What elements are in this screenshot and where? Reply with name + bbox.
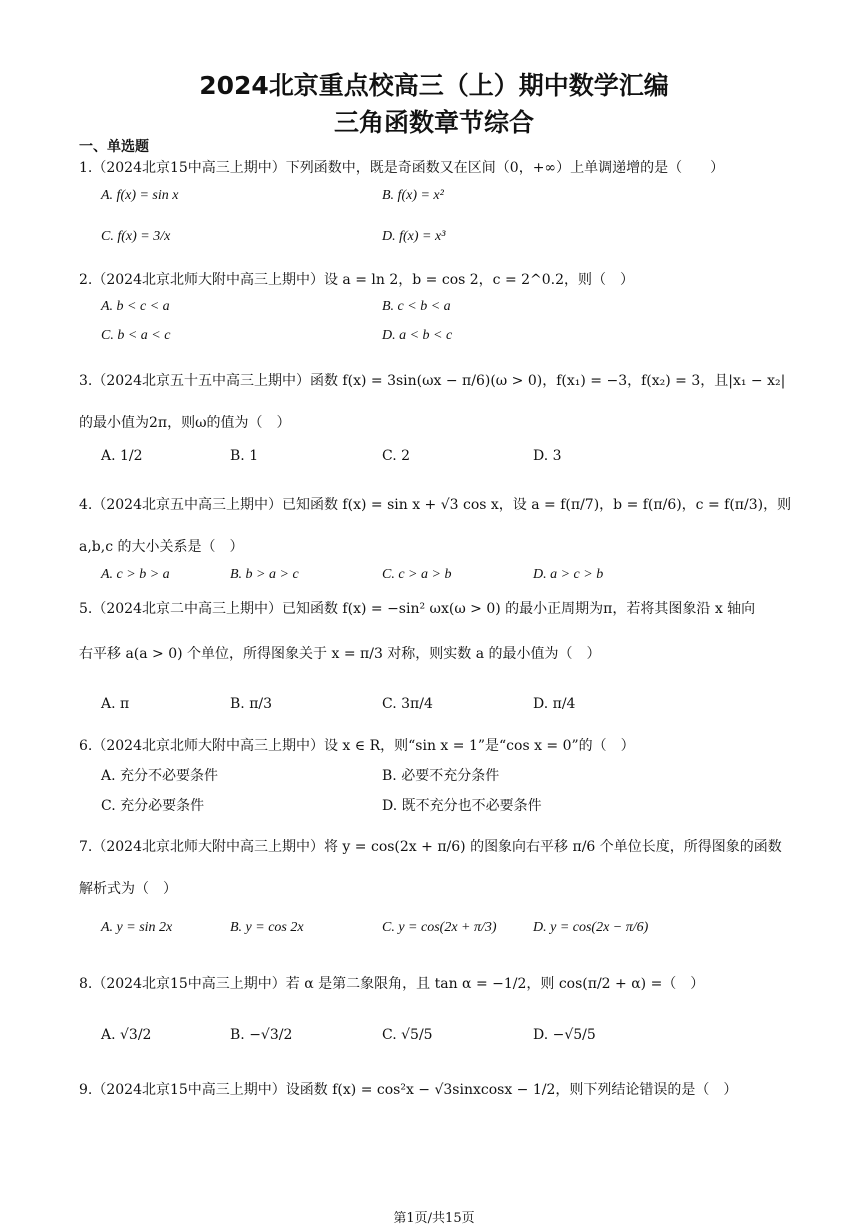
question-1-option-b: B. f(x) = x² [382, 188, 444, 203]
question-4-option-c: C. c > a > b [382, 567, 452, 582]
question-5-stem: 5.（2024北京二中高三上期中）已知函数 f(x) = −sin² ωx(ω > 0) 的最小正周期为π，若将其图象沿 x 轴向 [79, 601, 756, 617]
question-9-stem: 9.（2024北京15中高三上期中）设函数 f(x) = cos²x − √3sinxcosx − 1/2，则下列结论错误的是（ ） [79, 1082, 738, 1098]
question-6-option-b: B. 必要不充分条件 [382, 768, 500, 784]
question-7-option-a: A. y = sin 2x [101, 920, 173, 935]
question-5-option-c: C. 3π/4 [382, 696, 433, 712]
question-5-option-b: B. π/3 [230, 696, 273, 712]
question-4-stem-cont: a,b,c 的大小关系是（ ） [79, 539, 244, 555]
question-4-stem: 4.（2024北京五中高三上期中）已知函数 f(x) = sin x + √3 cos x，设 a = f(π/7)，b = f(π/6)，c = f(π/3)，则 [79, 497, 792, 513]
question-2-option-a: A. b < c < a [101, 299, 170, 314]
question-2-option-d: D. a < b < c [382, 328, 453, 343]
question-4-option-d: D. a > c > b [533, 567, 604, 582]
question-8-option-d: D. −√5/5 [533, 1027, 596, 1043]
question-6-option-c: C. 充分必要条件 [101, 798, 205, 814]
question-6-option-d: D. 既不充分也不必要条件 [382, 798, 542, 814]
question-7-stem-cont: 解析式为（ ） [79, 881, 177, 897]
question-1-option-c: C. f(x) = 3/x [101, 229, 171, 244]
page-footer: 第1页/共15页 [393, 1211, 475, 1226]
question-3-option-c: C. 2 [382, 448, 411, 464]
question-5-option-a: A. π [101, 696, 130, 712]
question-3-option-b: B. 1 [230, 448, 259, 464]
question-6-stem: 6.（2024北京北师大附中高三上期中）设 x ∈ R，则“sin x = 1”是“cos x = 0”的（ ） [79, 738, 635, 754]
question-3-option-d: D. 3 [533, 448, 562, 464]
question-1-option-a: A. f(x) = sin x [101, 188, 179, 203]
question-3-stem-cont: 的最小值为2π，则ω的值为（ ） [79, 415, 291, 431]
question-7-option-b: B. y = cos 2x [230, 920, 304, 935]
question-3-option-a: A. 1/2 [101, 448, 143, 464]
question-2-option-b: B. c < b < a [382, 299, 451, 314]
page-subtitle: 三角函数章节综合 [333, 108, 534, 137]
question-8-option-c: C. √5/5 [382, 1027, 433, 1043]
question-7-option-c: C. y = cos(2x + π/3) [382, 920, 497, 935]
question-4-option-a: A. c > b > a [101, 567, 170, 582]
question-4-option-b: B. b > a > c [230, 567, 299, 582]
question-5-stem-cont: 右平移 a(a > 0) 个单位，所得图象关于 x = π/3 对称，则实数 a 的最小值为（ ） [79, 646, 601, 662]
question-6-option-a: A. 充分不必要条件 [101, 768, 219, 784]
question-3-stem: 3.（2024北京五十五中高三上期中）函数 f(x) = 3sin(ωx − π/6)(ω > 0)，f(x₁) = −3，f(x₂) = 3，且|x₁ − x₂| [79, 373, 786, 389]
section-heading: 一、单选题 [79, 139, 149, 155]
page-title: 2024北京重点校高三（上）期中数学汇编 [199, 71, 669, 100]
question-1-stem: 1.（2024北京15中高三上期中）下列函数中，既是奇函数又在区间（0，+∞）上单调递增的是（ ） [79, 160, 725, 176]
question-8-option-a: A. √3/2 [101, 1027, 152, 1043]
question-1-option-d: D. f(x) = x³ [382, 229, 446, 244]
question-2-option-c: C. b < a < c [101, 328, 171, 343]
question-7-option-d: D. y = cos(2x − π/6) [533, 920, 649, 935]
question-8-option-b: B. −√3/2 [230, 1027, 293, 1043]
question-8-stem: 8.（2024北京15中高三上期中）若 α 是第二象限角，且 tan α = −1/2，则 cos(π/2 + α) =（ ） [79, 976, 705, 992]
question-5-option-d: D. π/4 [533, 696, 576, 712]
question-2-stem: 2.（2024北京北师大附中高三上期中）设 a = ln 2，b = cos 2，c = 2^0.2，则（ ） [79, 272, 635, 288]
question-7-stem: 7.（2024北京北师大附中高三上期中）将 y = cos(2x + π/6) 的图象向右平移 π/6 个单位长度，所得图象的函数 [79, 839, 782, 855]
